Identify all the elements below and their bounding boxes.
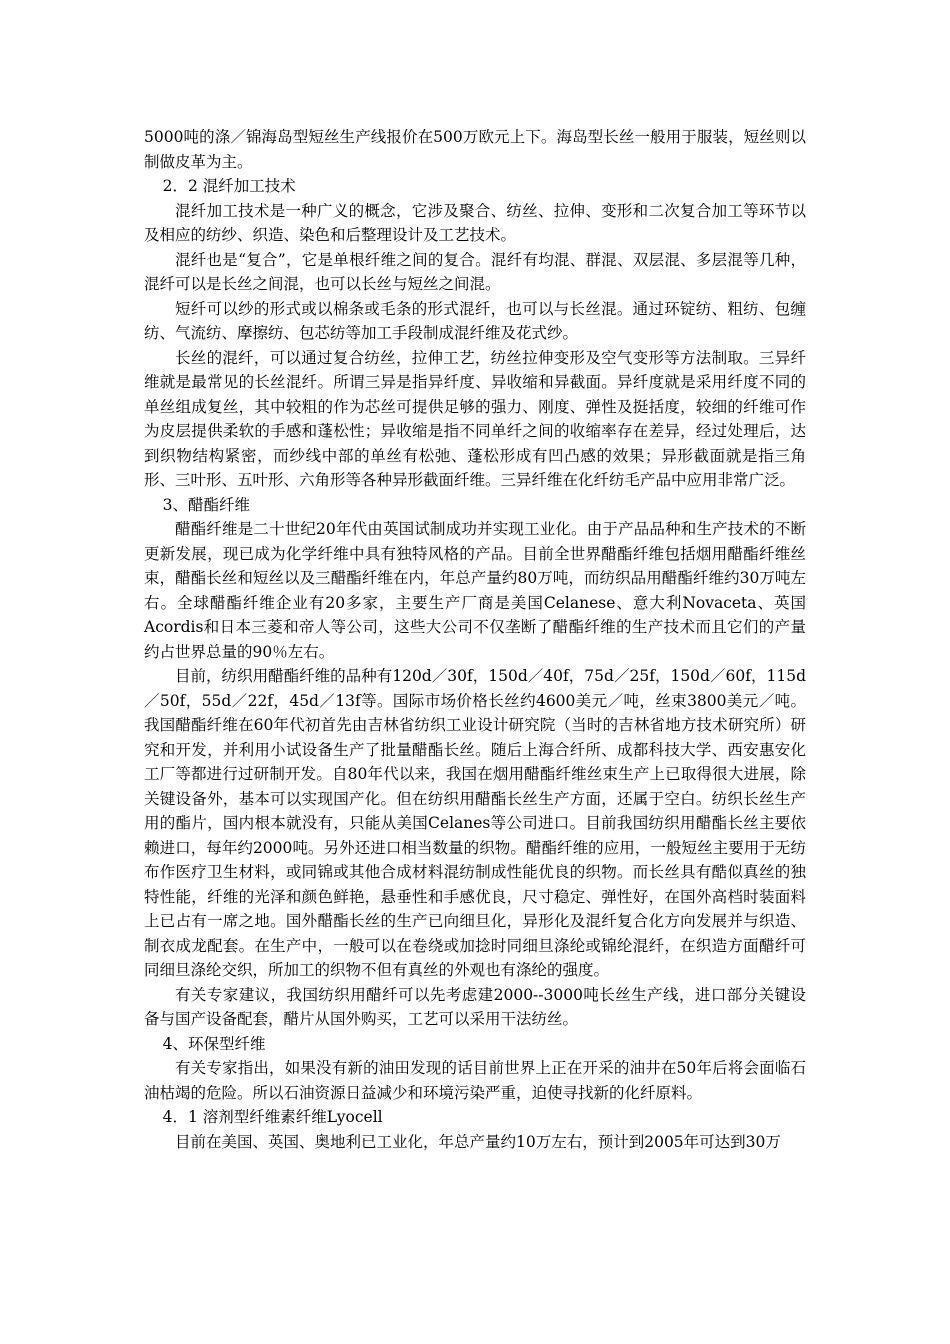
document-page [144,125,806,1154]
section-heading-4: 4、环保型纤维 [162,1034,266,1053]
paragraph-oil-depletion: 有关专家指出，如果没有新的油田发现的话目前世界上正在开采的油井在50年后将会面临石油枯竭的危险。所以石油资源日益减少和环境污染严重，迫使寻找新的化纤原料。 [144,1059,806,1102]
paragraph-expert-advice: 有关专家建议，我国纺织用醋纤可以先考虑建2000--3000吨长丝生产线，进口部分关键设备与国产设备配套，醋片从国外购买，工艺可以采用干法纺丝。 [144,985,806,1028]
paragraph-acetate-history: 醋酯纤维是二十世纪20年代由英国试制成功并实现工业化。由于产品品种和生产技术的不断更新发展，现已成为化学纤维中具有独特风格的产品。目前全世界醋酯纤维包括烟用醋酯纤维丝束，醋酯长丝和短丝以及三醋酯纤维在内，年总产量约80万吨，而纺织品用醋酯纤维约30万吨左右。全球醋酯纤维企业有20多家，主要生产厂商是美国Celanese、意大利Novaceta、英国Acordis和日本三菱和帝人等公司，这些大公司不仅垄断了醋酯纤维的生产技术而且它们的产量约占世界总量的90％左右。 [144,520,806,661]
paragraph-lyocell: 目前在美国、英国、奥地利已工业化，年总产量约10万左右，预计到2005年可达到30万 [175,1132,781,1151]
paragraph-blending-concept: 混纤加工技术是一种广义的概念，它涉及聚合、纺丝、拉伸、变形和二次复合加工等环节以及相应的纺纱、织造、染色和后整理设计及工艺技术。 [144,201,806,244]
paragraph-staple-blending: 短纤可以纱的形式或以棉条或毛条的形式混纤，也可以与长丝混。通过环锭纺、粗纺、包缠纺、气流纺、摩擦纺、包芯纺等加工手段制成混纤维及花式纱。 [144,299,806,342]
paragraph-seaisland-intro: 5000吨的涤／锦海岛型短丝生产线报价在500万欧元上下。海岛型长丝一般用于服装，短丝则以制做皮革为主。 [144,128,806,171]
section-heading-4-1: 4．1 溶剂型纤维素纤维Lyocell [162,1108,383,1126]
paragraph-filament-blending: 长丝的混纤，可以通过复合纺丝，拉伸工艺，纺丝拉伸变形及空气变形等方法制取。三异纤维就是最常见的长丝混纤。所谓三异是指异纤度、异收缩和异截面。异纤度就是采用纤度不同的单丝组成复丝，其中较粗的作为芯丝可提供足够的强力、刚度、弹性及挺括度，较细的纤维可作为皮层提供柔软的手感和蓬松性；异收缩是指不同单纤之间的收缩率存在差异，经过处理后，达到织物结构紧密，而纱线中部的单丝有松弛、蓬松形成有凹凸感的效果；异形截面就是指三角形、三叶形、五叶形、六角形等各种异形截面纤维。三异纤维在化纤纺毛产品中应用非常广泛。 [144,348,806,489]
section-heading-3: 3、醋酯纤维 [162,495,250,514]
paragraph-blending-composite: 混纤也是“复合”，它是单根纤维之间的复合。混纤有均混、群混、双层混、多层混等几种，混纤可以是长丝之间混，也可以长丝与短丝之间混。 [144,250,806,293]
section-heading-2-2: 2．2 混纤加工技术 [162,177,296,195]
paragraph-acetate-varieties: 目前，纺织用醋酯纤维的品种有120d／30f，150d／40f，75d／25f，150d／60f，115d／50f，55d／22f，45d／13f等。国际市场价格长丝约4600美元／吨，丝束3800美元／吨。我国醋酯纤维在60年代初首先由吉林省纺织工业设计研究院（当时的吉林省地方技术研究所）研究和开发，并利用小试设备生产了批量醋酯长丝。随后上海合纤所、成都科技大学、西安惠安化工厂等都进行过研制开发。自80年代以来，我国在烟用醋酯纤维丝束生产上已取得很大进展，除关键设备外，基本可以实现国产化。但在纺织用醋酯长丝生产方面，还属于空白。纺织长丝生产用的酯片，国内根本就没有，只能从美国Celanes等公司进口。目前我国纺织用醋酯长丝主要依赖进口，每年约2000吨。另外还进口相当数量的织物。醋酯纤维的应用，一般短丝主要用于无纺布作医疗卫生材料，或同锦或其他合成材料混纺制成性能优良的织物。而长丝具有酷似真丝的独特性能，纤维的光泽和颜色鲜艳，悬垂性和手感优良，尺寸稳定、弹性好，在国外高档时装面料上已占有一席之地。国外醋酯长丝的生产已向细旦化，异形化及混纤复合化方向发展并与织造、制衣成龙配套。在生产中，一般可以在卷绕或加捻时同细旦涤纶或锦纶混纤，在织造方面醋纤可同细旦涤纶交织，所加工的织物不但有真丝的外观也有涤纶的强度。 [144,667,806,979]
